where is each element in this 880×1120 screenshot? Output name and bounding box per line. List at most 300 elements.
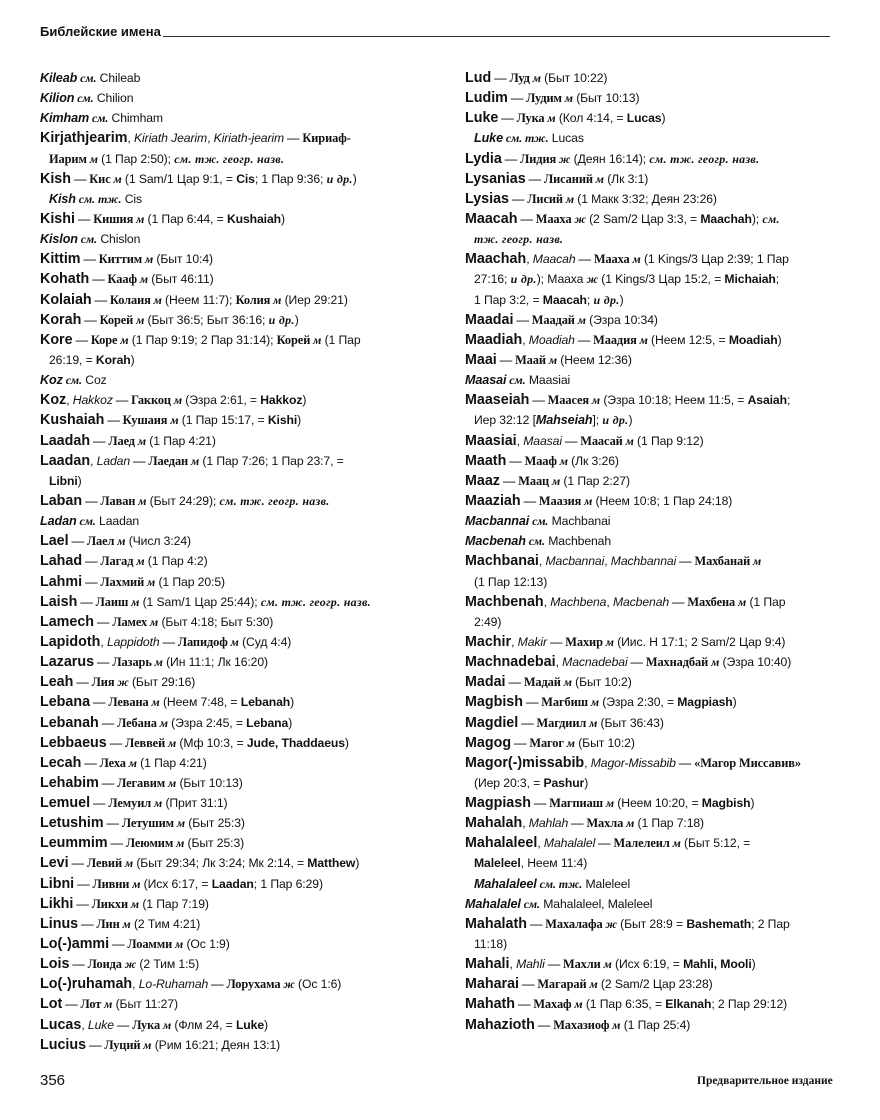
russian-name: — Лебана (98, 715, 157, 730)
variant-spelling: Mahlah (528, 816, 569, 831)
dictionary-entry-line (465, 551, 845, 571)
russian-name: — Лорухама (208, 977, 281, 992)
note: и др. (593, 292, 620, 307)
gender-marker: м (587, 695, 600, 710)
gender-marker: м (142, 252, 154, 267)
equivalent-name: Pashur (543, 775, 585, 790)
headword: Leummim (40, 835, 108, 852)
gender-marker: м (622, 433, 634, 448)
reference: (Эзра 2:30, = (599, 695, 678, 710)
dictionary-entry-line (40, 733, 450, 753)
russian-name: — Лин (78, 916, 120, 931)
gender-marker: м (117, 332, 129, 347)
gender-marker: м (529, 71, 541, 85)
dictionary-entry-line (40, 692, 450, 712)
equivalent-name: Maacah (542, 292, 587, 307)
headword: Magdiel (465, 714, 519, 731)
headword: Maadiah (465, 331, 523, 348)
gender-marker: м (170, 393, 182, 408)
headword: Laish (40, 593, 78, 610)
reference: (Быт 36:5; Быт 36:16; (144, 312, 269, 327)
reference: ) (130, 352, 135, 367)
reference: Chileab (96, 71, 141, 85)
russian-name: — Кишия (74, 211, 134, 226)
russian-name: — Кириаф- (284, 131, 351, 146)
header-rule (163, 36, 830, 37)
headword: Lemuel (40, 795, 91, 812)
dictionary-entry-line (40, 773, 450, 793)
variant-spelling: Magor-Missabib (590, 755, 676, 770)
headword: Lo(-)ammi (40, 936, 110, 953)
reference: (Быт 24:29); (146, 493, 220, 508)
russian-name: — Махла (568, 816, 624, 831)
dictionary-entry-line (40, 954, 450, 974)
headword: Magog (465, 734, 512, 751)
dictionary-entry-line (40, 229, 450, 249)
dictionary-entry-line (465, 68, 845, 88)
reference: (1 Sam/1 Цар 25:44); (139, 594, 261, 609)
reference: ) (297, 413, 302, 428)
russian-name: — Левий (68, 856, 123, 871)
headword: Kolaiah (40, 291, 92, 308)
reference: (Эзра 2:45, = (167, 715, 247, 730)
equivalent-name: Elkanah (665, 997, 712, 1012)
headword: Levi (40, 855, 69, 872)
gender-marker: м (128, 594, 140, 609)
reference: (Эзра 10:18; Неем 11:5, = (600, 393, 748, 408)
entry-continuation-line (465, 290, 845, 310)
dictionary-entry-line (40, 370, 450, 390)
gender-marker: м (173, 816, 185, 831)
reference: ; 2 Пар 29:12) (711, 997, 788, 1012)
variant-spelling: Ladan (96, 453, 131, 468)
reference: ) (294, 312, 299, 327)
russian-name: Корей (276, 332, 311, 347)
reference: (Исх 6:19, = (611, 957, 684, 972)
reference: ; 2 Пар (751, 916, 790, 931)
equivalent-name: Maleleel (474, 856, 521, 871)
reference: Laadan (95, 514, 140, 529)
dictionary-entry-line (465, 149, 845, 169)
headword: Leah (40, 674, 74, 691)
reference: Coz (81, 373, 107, 388)
gender-marker: м (669, 836, 681, 851)
russian-name: — Лаиш (77, 594, 129, 609)
headword: Mahalah (465, 815, 523, 832)
gender-marker: м (125, 755, 137, 770)
gender-marker: ж (114, 675, 129, 690)
russian-name: — Лия (73, 675, 115, 690)
reference: 26:19, = (49, 352, 96, 367)
headword: Lud (465, 70, 492, 86)
reference: (Ос 1:6) (294, 977, 342, 992)
equivalent-name: Mahli, Mooli (683, 957, 752, 972)
gender-marker: м (623, 816, 635, 831)
reference: (1 Макк 3:32; Деян 23:26) (573, 191, 717, 206)
dictionary-entry-line (40, 672, 450, 692)
headword: Lehabim (40, 774, 99, 791)
reference: , (100, 634, 107, 649)
dictionary-entry-line (465, 491, 845, 511)
russian-name: — Лахмий (82, 574, 145, 589)
russian-name: — Махли (544, 957, 601, 972)
reference: (Быт 10:2) (574, 735, 635, 750)
dictionary-entry-line (40, 813, 450, 833)
reference: Chislon (97, 232, 141, 247)
reference: (2 Sam/2 Цар 3:3, = (585, 211, 701, 226)
headword: Lael (40, 533, 69, 550)
reference: (Деян 16:14); (570, 151, 650, 166)
equivalent-name: Libni (49, 473, 78, 488)
headword: Lecah (40, 754, 82, 771)
russian-name: — Лаван (82, 493, 136, 508)
reference: (Прит 31:1) (162, 796, 228, 811)
dictionary-entry-line (40, 169, 450, 189)
reference: (Быт 10:22) (540, 71, 608, 85)
reference: ); (751, 211, 763, 226)
headword: Kushaiah (40, 412, 105, 429)
reference: , (81, 1017, 88, 1032)
gender-marker: м (140, 1037, 152, 1052)
reference: (1 Пар 7:18) (634, 816, 705, 831)
equivalent-name: Magpiash (677, 695, 733, 710)
headword: Machbanai (465, 553, 539, 570)
headword: Mahalaleel (465, 835, 538, 852)
reference: (Быт 25:3) (184, 836, 245, 851)
reference: (1 Пар 4:21) (146, 433, 216, 448)
dictionary-entry-line (465, 652, 845, 672)
reference: ; (775, 272, 780, 287)
russian-name: — Махнадбай (627, 655, 709, 670)
gender-marker: м (735, 594, 747, 609)
entry-continuation-line (465, 612, 845, 632)
headword: Machir (465, 633, 512, 650)
russian-name: — Кааф (89, 272, 137, 287)
reference: (Быт 29:34; Лк 3:24; Мк 2:14, = (133, 856, 308, 871)
gender-marker: м (188, 453, 200, 468)
reference: , (537, 836, 544, 851)
dictionary-entry-line (40, 793, 450, 813)
headword: Machnadebai (465, 654, 556, 671)
dictionary-entry-line (40, 572, 450, 592)
gender-marker: м (134, 433, 147, 448)
cross-ref-headword: Kislon (40, 232, 78, 247)
reference: Maasiai (525, 373, 571, 388)
reference: , (606, 594, 613, 609)
headword: Luke (465, 110, 499, 127)
edition-label: Предварительное издание (697, 1075, 833, 1087)
reference: (2 Тим 1:5) (136, 957, 200, 972)
russian-name: — Лука (113, 1017, 161, 1032)
reference: Lucas (548, 131, 584, 146)
dictionary-entry-line (465, 793, 845, 813)
reference: (Суд 4:4) (238, 634, 292, 649)
gender-marker: см. (529, 514, 549, 529)
variant-spelling: Kiriath Jearim (133, 131, 208, 146)
gender-marker: см. (506, 373, 526, 388)
note: см. (762, 211, 780, 226)
gender-marker: м (556, 453, 568, 468)
russian-name: — Лука (498, 111, 545, 126)
reference: (Иер 20:3, = (474, 775, 544, 790)
reference: (Неем 7:48, = (159, 695, 241, 710)
gender-marker: м (160, 1017, 172, 1032)
variant-spelling: Kiriath-jearim (213, 131, 285, 146)
russian-name: — Левана (90, 695, 149, 710)
variant-spelling: Makir (517, 634, 547, 649)
gender-marker: м (128, 896, 140, 911)
reference: (Исх 6:17, = (140, 876, 212, 891)
russian-name: — Мааха (517, 211, 572, 226)
dictionary-entry-line (40, 874, 450, 894)
dictionary-entry-line (40, 551, 450, 571)
dictionary-entry-line (465, 713, 845, 733)
dictionary-entry-line (465, 330, 845, 350)
reference: ) (344, 735, 349, 750)
russian-name: — Колаия (91, 292, 151, 307)
reference: (1 Пар 4:21) (136, 755, 207, 770)
headword: Magpiash (465, 795, 531, 812)
variant-spelling: Moadiah (528, 332, 575, 347)
headword: Maaziah (465, 492, 521, 509)
dictionary-entry-line (40, 974, 450, 994)
dictionary-entry-line (465, 692, 845, 712)
reference: (1 Пар 6:35, = (582, 997, 666, 1012)
note: см. тж. геогр. назв. (649, 151, 760, 166)
reference: (1 Sam/1 Цар 9:1, = (121, 171, 237, 186)
gender-marker: м (563, 735, 575, 750)
headword: Madai (465, 674, 506, 691)
note: см. тж. геогр. назв. (219, 493, 330, 508)
headword: Maai (465, 351, 497, 368)
headword: Lysanias (465, 170, 526, 187)
russian-name: — Маадай (513, 312, 575, 327)
reference: (Ос 1:9) (183, 937, 230, 952)
dictionary-entry-line (40, 1015, 450, 1035)
russian-name: — Лазарь (94, 655, 152, 670)
gender-marker: м (101, 997, 113, 1012)
headword: Lebanah (40, 714, 99, 731)
headword: Koz (40, 392, 67, 409)
gender-marker: м (114, 534, 126, 549)
dictionary-entry-line (465, 209, 845, 229)
gender-marker: м (110, 171, 122, 186)
gender-marker: см. (525, 534, 545, 549)
reference: Chilion (93, 91, 134, 106)
russian-name: — Маасея (529, 393, 590, 408)
gender-marker: см. тж. (536, 876, 583, 891)
dictionary-entry-line (465, 310, 845, 330)
reference: (1 Пар (321, 332, 361, 347)
gender-marker: см. (76, 514, 96, 529)
dictionary-entry-line (40, 994, 450, 1014)
dictionary-entry-line (465, 390, 845, 410)
variant-spelling: Maasai (523, 433, 562, 448)
variant-spelling: Machbannai (610, 554, 677, 569)
cross-ref-headword: Kilion (40, 91, 75, 106)
russian-name: — Кушаия (104, 413, 168, 428)
headword: Libni (40, 875, 75, 892)
russian-name: — Легавим (98, 775, 166, 790)
reference: ) (302, 393, 307, 408)
reference: , (538, 554, 546, 569)
entry-continuation-line (465, 773, 845, 793)
gender-marker: м (549, 473, 561, 488)
dictionary-entry-line (40, 108, 450, 128)
reference: (1 Kings/3 Цар 15:2, = (597, 272, 725, 287)
headword: Machbenah (465, 593, 544, 610)
gender-marker: м (86, 151, 98, 166)
gender-marker: м (172, 937, 184, 952)
dictionary-entry-line (465, 169, 845, 189)
dictionary-entry-line (465, 914, 845, 934)
variant-spelling: Hakkoz (72, 393, 113, 408)
headword: Mahazioth (465, 1016, 535, 1033)
gender-marker: м (135, 493, 147, 508)
headword: Korah (40, 311, 82, 328)
gender-marker: м (560, 675, 572, 690)
russian-name: Иарим (49, 151, 87, 166)
dictionary-entry-line (465, 592, 845, 612)
entry-continuation-line (465, 572, 845, 592)
variant-spelling: Lappidoth (106, 634, 160, 649)
dictionary-entry-line (465, 813, 845, 833)
reference: (Ин 11:1; Лк 16:20) (162, 655, 268, 670)
headword: Laban (40, 492, 83, 509)
equivalent-name: Moadiah (728, 332, 778, 347)
gender-marker: см. (89, 111, 109, 126)
entry-continuation-line (40, 189, 450, 209)
reference: (Числ 3:24) (125, 534, 191, 549)
gender-marker: м (629, 252, 641, 267)
russian-name: — Лот (62, 997, 102, 1012)
dictionary-entry-line (465, 471, 845, 491)
reference: (1 Пар 2:50); (97, 151, 175, 166)
headword: Maasiai (465, 432, 517, 449)
russian-name: — Мадай (505, 675, 561, 690)
dictionary-entry-line (465, 511, 845, 531)
reference: 1 Пар 3:2, = (474, 292, 543, 307)
gender-marker: м (589, 393, 601, 408)
headword: Lucas (40, 1016, 82, 1033)
gender-marker: м (310, 332, 322, 347)
entry-continuation-line (465, 934, 845, 954)
russian-name: — Махазиоф (534, 1017, 610, 1032)
headword: Mahath (465, 996, 516, 1013)
russian-name: — Леха (81, 755, 126, 770)
reference: ) (355, 856, 360, 871)
gender-marker: м (148, 695, 160, 710)
gender-marker: м (270, 292, 282, 307)
russian-name: — Махир (546, 634, 603, 649)
headword: Maath (465, 452, 507, 469)
gender-marker: м (156, 715, 168, 730)
equivalent-name: Hakkoz (260, 393, 303, 408)
page-number: 356 (40, 1072, 66, 1089)
note: и др. (326, 171, 353, 186)
reference: ) (751, 957, 756, 972)
entry-continuation-line (465, 853, 845, 873)
reference: (Быт 10:4) (153, 252, 213, 267)
reference: , (604, 554, 611, 569)
gender-marker: см. тж. (75, 191, 122, 206)
dictionary-entry-line (40, 914, 450, 934)
reference: ) (661, 111, 666, 126)
cross-ref-headword: Mahalaleel (474, 876, 537, 891)
gender-marker: м (119, 916, 131, 931)
headword: Kirjathjearim (40, 130, 128, 147)
reference: (Быт 25:3) (185, 816, 245, 831)
entry-continuation-line (465, 128, 845, 148)
reference: ) (288, 715, 293, 730)
gender-marker: м (574, 312, 586, 327)
equivalent-name: Luke (235, 1017, 264, 1032)
russian-name: — Магог (511, 735, 564, 750)
dictionary-entry-line (465, 189, 845, 209)
variant-spelling: Lo-Ruhamah (138, 977, 209, 992)
reference: , Неем 11:4) (520, 856, 588, 871)
variant-spelling: Macnadebai (562, 655, 628, 670)
gender-marker: м (750, 554, 762, 569)
headword: Kish (40, 170, 71, 187)
dictionary-entry-line (40, 632, 450, 652)
reference: ) (777, 332, 782, 347)
reference: (Быт 28:9 = (616, 916, 687, 931)
headword: Lo(-)ruhamah (40, 976, 133, 993)
entry-continuation-line (40, 149, 450, 169)
russian-name: — Ламех (94, 614, 148, 629)
headword: Magor(-)missabib (465, 754, 585, 771)
reference: (2 Тим 4:21) (130, 916, 201, 931)
headword: Lysias (465, 190, 509, 207)
equivalent-name: Michaiah (724, 272, 776, 287)
reference: ); Мааха (536, 272, 587, 287)
gender-marker: м (151, 655, 163, 670)
dictionary-entry-line (465, 632, 845, 652)
dictionary-entry-line (40, 390, 450, 410)
variant-spelling: Macbannai (545, 554, 605, 569)
reference: (Флм 24, = (171, 1017, 236, 1032)
reference: (1 Пар 20:5) (155, 574, 225, 589)
reference: (Иис. Н 17:1; 2 Sam/2 Цар 9:4) (613, 634, 786, 649)
equivalent-name: Kishi (267, 413, 298, 428)
gender-marker: м (167, 413, 179, 428)
equivalent-name: Lebana (246, 715, 289, 730)
gender-marker: см. (520, 896, 540, 911)
reference: ) (750, 796, 755, 811)
headword: Kohath (40, 271, 90, 288)
reference: (Лк 3:1) (603, 171, 649, 186)
dictionary-entry-line (40, 269, 450, 289)
reference: , (509, 957, 517, 972)
variant-spelling: Mahli (516, 957, 545, 972)
reference: (1 Пар 4:2) (144, 554, 208, 569)
russian-name: — Маазия (520, 493, 582, 508)
gender-marker: м (173, 836, 185, 851)
headword: Magbish (465, 694, 523, 711)
dictionary-entry-line (40, 592, 450, 612)
headword: Maaseiah (465, 392, 530, 409)
russian-name: — Махбанай (676, 554, 751, 569)
variant-spelling: Macbenah (612, 594, 670, 609)
reference: Maleleel (582, 876, 631, 891)
variant-spelling: Luke (87, 1017, 114, 1032)
gender-marker: м (144, 574, 156, 589)
dictionary-entry-line (40, 310, 450, 330)
reference: (Эзра 10:40) (719, 655, 792, 670)
dictionary-entry-line (465, 451, 845, 471)
cross-ref-headword: Kileab (40, 71, 78, 85)
